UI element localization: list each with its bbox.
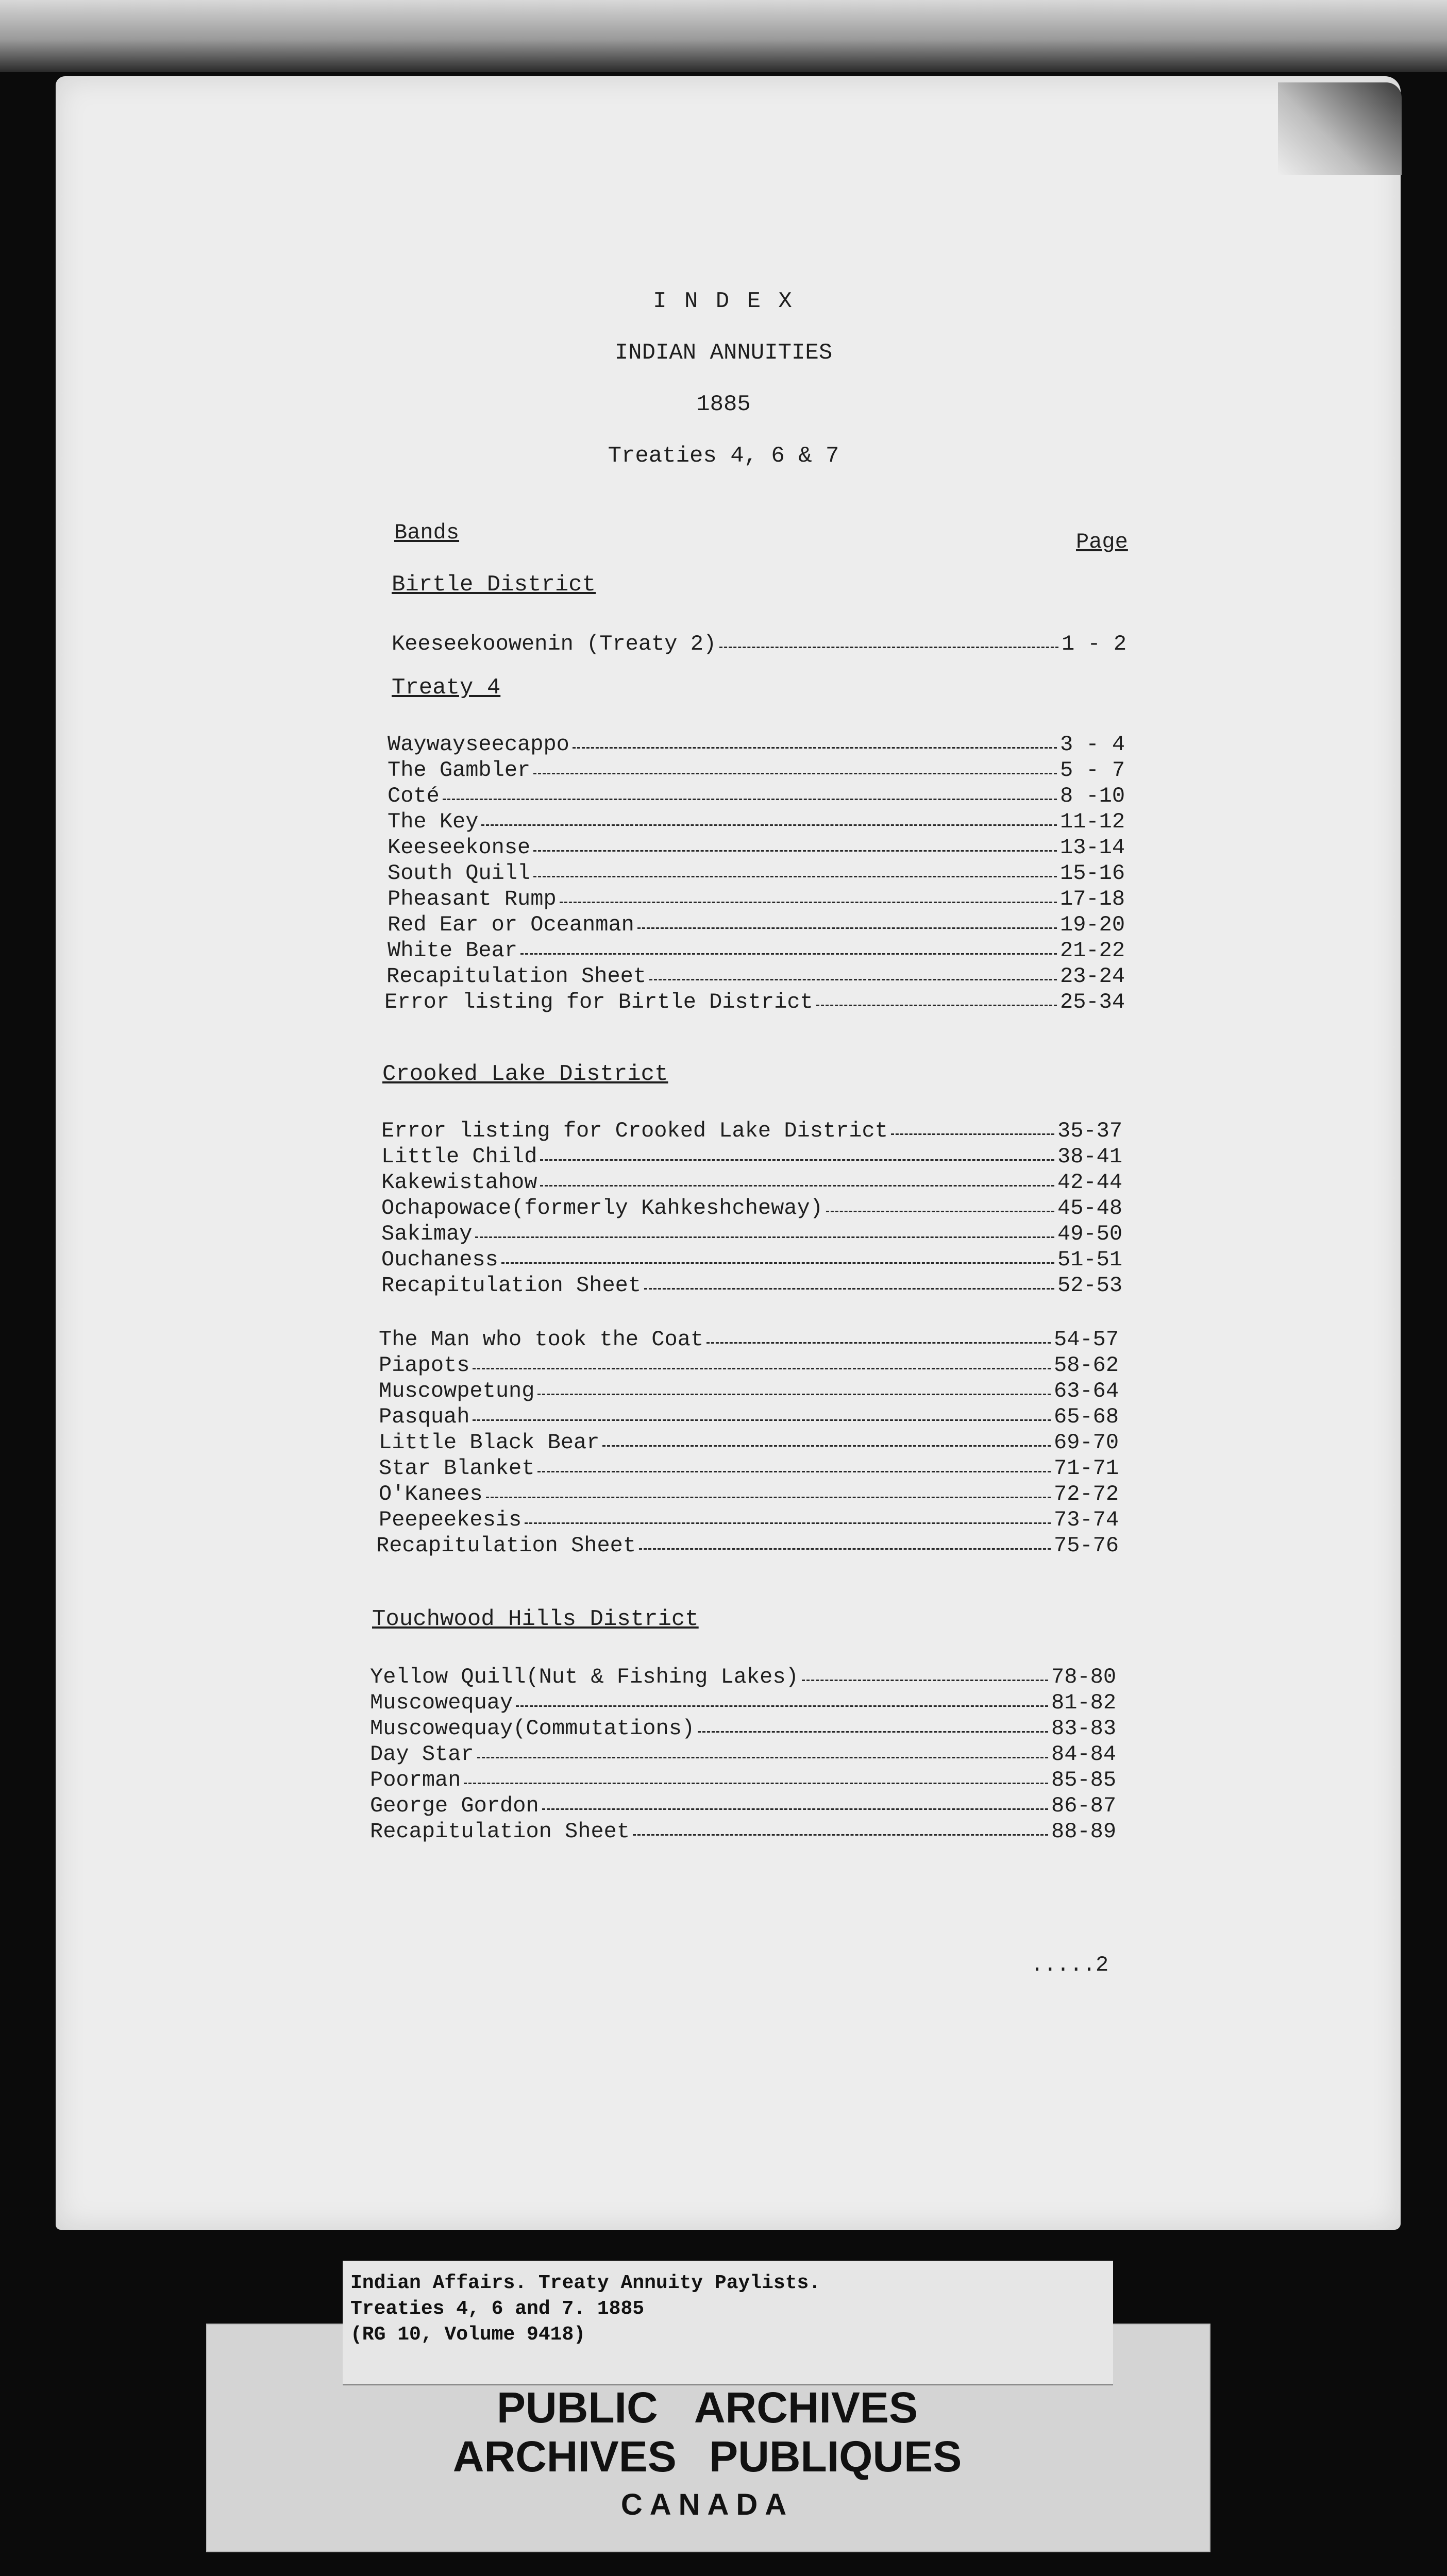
page-range: 3 - 4 xyxy=(1060,732,1125,757)
page-range: 45-48 xyxy=(1057,1196,1123,1221)
index-entry xyxy=(379,1378,1131,1404)
band-name: Recapitulation Sheet xyxy=(386,964,647,989)
dot-leader xyxy=(443,799,1057,800)
dot-leader xyxy=(533,876,1057,877)
band-name: The Key xyxy=(388,809,479,834)
index-title: I N D E X xyxy=(653,289,794,314)
band-name: Sakimay xyxy=(381,1222,473,1246)
index-entry xyxy=(388,732,1137,757)
page-range: 83-83 xyxy=(1051,1716,1117,1741)
page-range: 85-85 xyxy=(1051,1768,1117,1792)
dot-leader xyxy=(698,1731,1048,1733)
band-name: Muscowpetung xyxy=(379,1379,535,1403)
section-heading-birtle: Birtle District xyxy=(392,572,596,598)
index-entry xyxy=(384,989,1137,1015)
page-range: 21-22 xyxy=(1060,938,1125,963)
index-entry xyxy=(370,1716,1129,1741)
band-name: Kakewistahow xyxy=(381,1170,537,1195)
index-entry xyxy=(370,1690,1129,1716)
dot-leader xyxy=(533,850,1057,852)
index-entry xyxy=(388,809,1137,835)
band-name: Coté xyxy=(388,784,440,808)
treaties-title: Treaties 4, 6 & 7 xyxy=(608,443,839,469)
page-range: 52-53 xyxy=(1057,1273,1123,1298)
page-range: 25-34 xyxy=(1060,990,1125,1014)
index-entry xyxy=(381,1170,1135,1195)
page-column-header: Page xyxy=(1076,530,1128,554)
dot-leader xyxy=(533,773,1057,774)
band-name: Red Ear or Oceanman xyxy=(388,912,634,937)
band-name: Day Star xyxy=(370,1742,474,1767)
page-range: 69-70 xyxy=(1054,1430,1119,1455)
dot-leader xyxy=(644,1288,1054,1290)
dot-leader xyxy=(706,1342,1051,1344)
band-name: Ouchaness xyxy=(381,1247,498,1272)
band-name: Recapitulation Sheet xyxy=(370,1819,630,1844)
index-entry xyxy=(379,1327,1131,1352)
page-range: 88-89 xyxy=(1051,1819,1117,1844)
band-name: Recapitulation Sheet xyxy=(381,1273,642,1298)
dot-leader xyxy=(573,747,1057,749)
page-range: 71-71 xyxy=(1054,1456,1119,1481)
band-name: Pheasant Rump xyxy=(388,887,557,911)
band-name: Recapitulation Sheet xyxy=(376,1533,636,1558)
index-entry xyxy=(379,1455,1131,1481)
page-range: 86-87 xyxy=(1051,1793,1117,1818)
band-name: Little Child xyxy=(381,1144,537,1169)
page-range: 73-74 xyxy=(1054,1507,1119,1532)
page-range: 51-51 xyxy=(1057,1247,1123,1272)
page-range: 81-82 xyxy=(1051,1690,1117,1715)
page-range: 13-14 xyxy=(1060,835,1125,860)
band-name: South Quill xyxy=(388,861,531,886)
index-entry xyxy=(379,1507,1131,1533)
dot-leader xyxy=(639,1548,1051,1550)
index-entry xyxy=(379,1430,1131,1455)
dot-leader xyxy=(537,1394,1051,1395)
dot-leader xyxy=(486,1497,1051,1498)
dot-leader xyxy=(719,647,1058,648)
band-name: Star Blanket xyxy=(379,1456,535,1481)
band-name: Waywayseecappo xyxy=(388,732,569,757)
dot-leader xyxy=(637,927,1057,929)
page-range: 11-12 xyxy=(1060,809,1125,834)
dot-leader xyxy=(477,1757,1048,1758)
section-heading-crooked-lake: Crooked Lake District xyxy=(382,1061,668,1087)
dot-leader xyxy=(542,1808,1048,1810)
band-name: Poorman xyxy=(370,1768,461,1792)
index-entry xyxy=(379,1404,1131,1430)
dot-leader xyxy=(633,1834,1048,1836)
index-entry xyxy=(381,1195,1135,1221)
subject-title: INDIAN ANNUITIES xyxy=(614,340,833,366)
index-entry xyxy=(370,1819,1129,1844)
dot-leader xyxy=(802,1680,1048,1681)
band-name: Little Black Bear xyxy=(379,1430,600,1455)
stamp-line-2: ARCHIVES PUBLIQUES xyxy=(452,2432,962,2481)
index-entry xyxy=(381,1118,1135,1144)
band-name: O'Kanees xyxy=(379,1482,483,1506)
page-range: 5 - 7 xyxy=(1060,758,1125,783)
page-range: 35-37 xyxy=(1057,1118,1123,1143)
section-heading-touchwood-hills: Touchwood Hills District xyxy=(372,1606,699,1632)
band-name: The Man who took the Coat xyxy=(379,1327,704,1352)
band-name: Peepeekesis xyxy=(379,1507,522,1532)
dot-leader xyxy=(481,824,1057,826)
page-range: 38-41 xyxy=(1057,1144,1123,1169)
dot-leader xyxy=(464,1783,1048,1784)
index-entry xyxy=(370,1664,1129,1690)
page-range: 65-68 xyxy=(1054,1404,1119,1429)
index-entry xyxy=(379,1481,1131,1507)
stamp-line-3: CANADA xyxy=(620,2488,794,2521)
index-entry xyxy=(388,757,1137,783)
stamp-line-1: PUBLIC ARCHIVES xyxy=(497,2383,918,2432)
dot-leader xyxy=(649,979,1057,980)
page-range: 8 -10 xyxy=(1060,784,1125,808)
label-line-1: Indian Affairs. Treaty Annuity Paylists. xyxy=(350,2272,821,2294)
band-name: Pasquah xyxy=(379,1404,470,1429)
label-line-2: Treaties 4, 6 and 7. 1885 xyxy=(350,2298,645,2320)
index-entry xyxy=(370,1741,1129,1767)
band-name: George Gordon xyxy=(370,1793,539,1818)
index-entry xyxy=(386,963,1137,989)
dot-leader xyxy=(602,1445,1051,1447)
dot-leader xyxy=(520,953,1057,955)
dot-leader xyxy=(816,1005,1057,1006)
dot-leader xyxy=(560,902,1057,903)
page-range: 54-57 xyxy=(1054,1327,1119,1352)
page-range: 49-50 xyxy=(1057,1222,1123,1246)
index-entry xyxy=(370,1793,1129,1819)
index-entry xyxy=(381,1144,1135,1170)
band-name: Piapots xyxy=(379,1353,470,1378)
dot-leader xyxy=(525,1522,1051,1524)
band-name: Error listing for Birtle District xyxy=(384,990,813,1014)
index-entry xyxy=(388,912,1137,938)
section-heading-treaty-4: Treaty 4 xyxy=(392,675,501,701)
index-entry xyxy=(379,1352,1131,1378)
index-entry xyxy=(388,835,1137,860)
bands-column-header: Bands xyxy=(394,520,460,545)
band-name: Ochapowace(formerly Kahkeshcheway) xyxy=(381,1196,823,1221)
dot-leader xyxy=(473,1419,1051,1421)
dot-leader xyxy=(540,1185,1054,1187)
band-name: Muscowequay(Commutations) xyxy=(370,1716,695,1741)
page-range: 84-84 xyxy=(1051,1742,1117,1767)
band-name: Yellow Quill(Nut & Fishing Lakes) xyxy=(370,1665,799,1689)
film-strip-top xyxy=(0,0,1447,72)
page-range: 75-76 xyxy=(1054,1533,1119,1558)
page-range: 17-18 xyxy=(1060,887,1125,911)
index-entry xyxy=(388,938,1137,963)
index-entry xyxy=(370,1767,1129,1793)
band-name: Error listing for Crooked Lake District xyxy=(381,1118,888,1143)
index-entry xyxy=(381,1273,1135,1298)
folded-corner xyxy=(1278,82,1402,175)
dot-leader xyxy=(826,1211,1054,1212)
page-range: 78-80 xyxy=(1051,1665,1117,1689)
index-entry xyxy=(388,783,1137,809)
page-range: 15-16 xyxy=(1060,861,1125,886)
dot-leader xyxy=(891,1133,1054,1135)
label-line-3: (RG 10, Volume 9418) xyxy=(350,2324,586,2346)
band-name: Keeseekoowenin (Treaty 2) xyxy=(392,632,717,656)
index-entry xyxy=(381,1221,1135,1247)
band-name: The Gambler xyxy=(388,758,531,783)
dot-leader xyxy=(516,1705,1048,1707)
dot-leader xyxy=(475,1236,1054,1238)
page-range: 1 - 2 xyxy=(1062,632,1127,656)
page-range: 19-20 xyxy=(1060,912,1125,937)
page-range: 72-72 xyxy=(1054,1482,1119,1506)
page-range: 63-64 xyxy=(1054,1379,1119,1403)
band-name: Muscowequay xyxy=(370,1690,513,1715)
dot-leader xyxy=(501,1262,1054,1264)
dot-leader xyxy=(540,1159,1054,1161)
dot-leader xyxy=(473,1368,1051,1369)
page-range: 23-24 xyxy=(1060,964,1125,989)
index-entry xyxy=(388,860,1137,886)
band-name: White Bear xyxy=(388,938,518,963)
year-title: 1885 xyxy=(696,392,751,417)
page-range: 58-62 xyxy=(1054,1353,1119,1378)
page-range: 42-44 xyxy=(1057,1170,1123,1195)
index-entry xyxy=(381,1247,1135,1273)
band-name: Keeseekonse xyxy=(388,835,531,860)
index-entry xyxy=(376,1533,1131,1558)
index-entry xyxy=(392,631,1139,657)
dot-leader xyxy=(537,1471,1051,1472)
continued-marker: .....2 xyxy=(1031,1953,1109,1977)
index-entry xyxy=(388,886,1137,912)
